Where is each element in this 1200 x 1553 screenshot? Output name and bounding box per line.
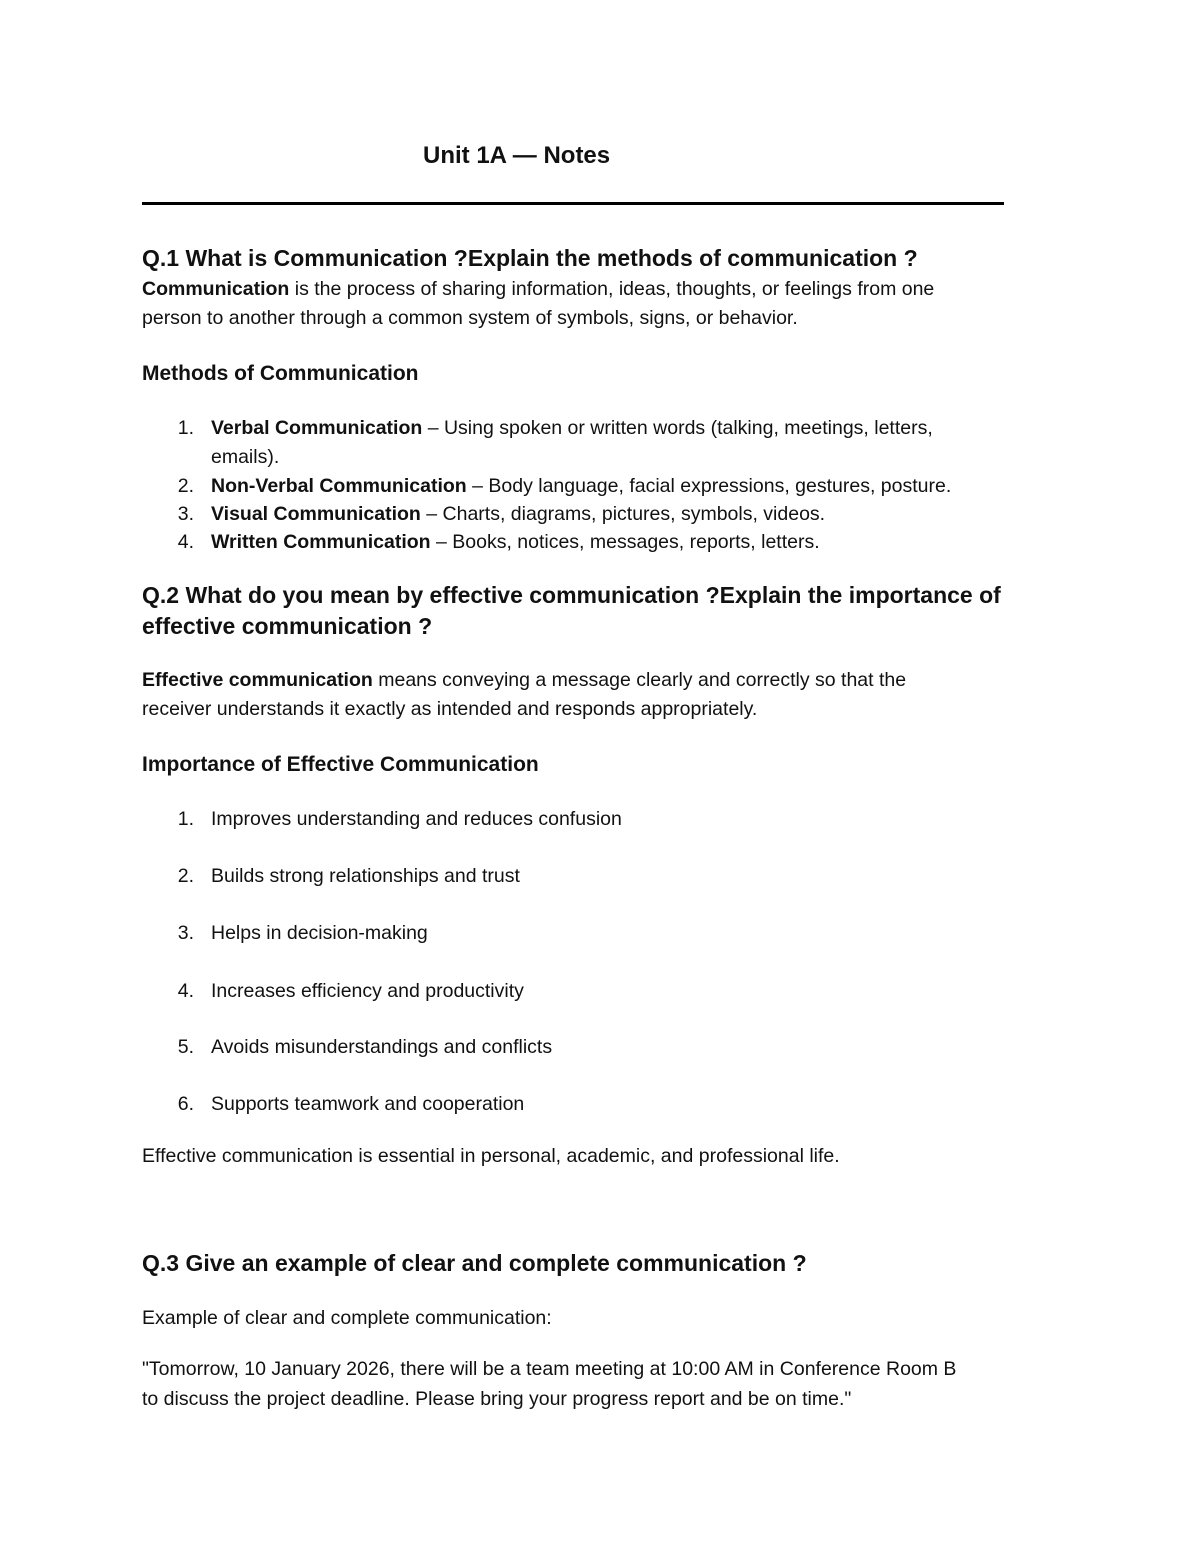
list-item-number: 5. [177,1036,194,1058]
q2-conclusion: Effective communication is essential in personal, academic, and professional life. [142,1145,840,1167]
q3-example-line1: "Tomorrow, 10 January 2026, there will be a team meeting at 10:00 AM in Conference Room B [142,1358,957,1380]
q2-def-term: Effective communication [142,669,373,691]
list-item: Avoids misunderstandings and conflicts [211,1036,553,1058]
method-text: – Charts, diagrams, pictures, symbols, videos. [420,503,826,525]
q2-question-line1: Q.2 What do you mean by effective communication ?Explain the importance of [142,582,1001,608]
q2-question-line2: effective communication ? [142,613,433,639]
list-item-number: 2. [177,475,194,497]
q1-def-rest: is the process of sharing information, ideas, thoughts, or feelings from one [289,278,935,300]
methods-heading: Methods of Communication [142,362,419,385]
list-item-number: 3. [177,922,194,944]
q1-definition-line2: person to another through a common system of symbols, signs, or behavior. [142,307,798,329]
list-item: Builds strong relationships and trust [211,865,520,887]
title-underline [142,202,1004,205]
q2-definition-line2: receiver understands it exactly as intended and responds appropriately. [142,698,758,720]
method-term: Verbal Communication [211,417,423,439]
list-item-number: 2. [177,865,194,887]
list-item-number: 1. [177,417,194,439]
q2-def-rest: means conveying a message clearly and correctly so that the [372,669,907,691]
list-item-continuation: emails). [211,446,280,468]
list-item: Improves understanding and reduces confusion [211,808,622,830]
list-item-number: 6. [177,1093,194,1115]
q3-question: Q.3 Give an example of clear and complete communication ? [142,1250,807,1276]
list-item: Increases efficiency and productivity [211,980,524,1002]
list-item-number: 3. [177,503,194,525]
method-term: Non-Verbal Communication [211,475,467,497]
list-item-number: 4. [177,980,194,1002]
list-item: Supports teamwork and cooperation [211,1093,525,1115]
q1-def-term: Communication [142,278,290,300]
q2-definition-line1 [142,669,906,692]
q3-intro: Example of clear and complete communication: [142,1307,552,1329]
list-item [211,503,825,526]
method-term: Visual Communication [211,503,421,525]
method-text: – Books, notices, messages, reports, letters. [430,531,820,553]
page-title: Unit 1A — Notes [423,142,611,169]
q3-example-line2: to discuss the project deadline. Please bring your progress report and be on time." [142,1388,852,1410]
list-item [211,475,951,498]
list-item-number: 1. [177,808,194,830]
method-term: Written Communication [211,531,431,553]
method-text: – Using spoken or written words (talking, meetings, letters, [422,417,933,439]
list-item [211,417,933,440]
importance-heading: Importance of Effective Communication [142,753,539,776]
q1-definition-line1 [142,278,934,301]
q1-question: Q.1 What is Communication ?Explain the methods of communication ? [142,245,918,271]
list-item [211,531,820,554]
list-item: Helps in decision-making [211,922,428,944]
list-item-number: 4. [177,531,194,553]
method-text: – Body language, facial expressions, gestures, posture. [466,475,952,497]
